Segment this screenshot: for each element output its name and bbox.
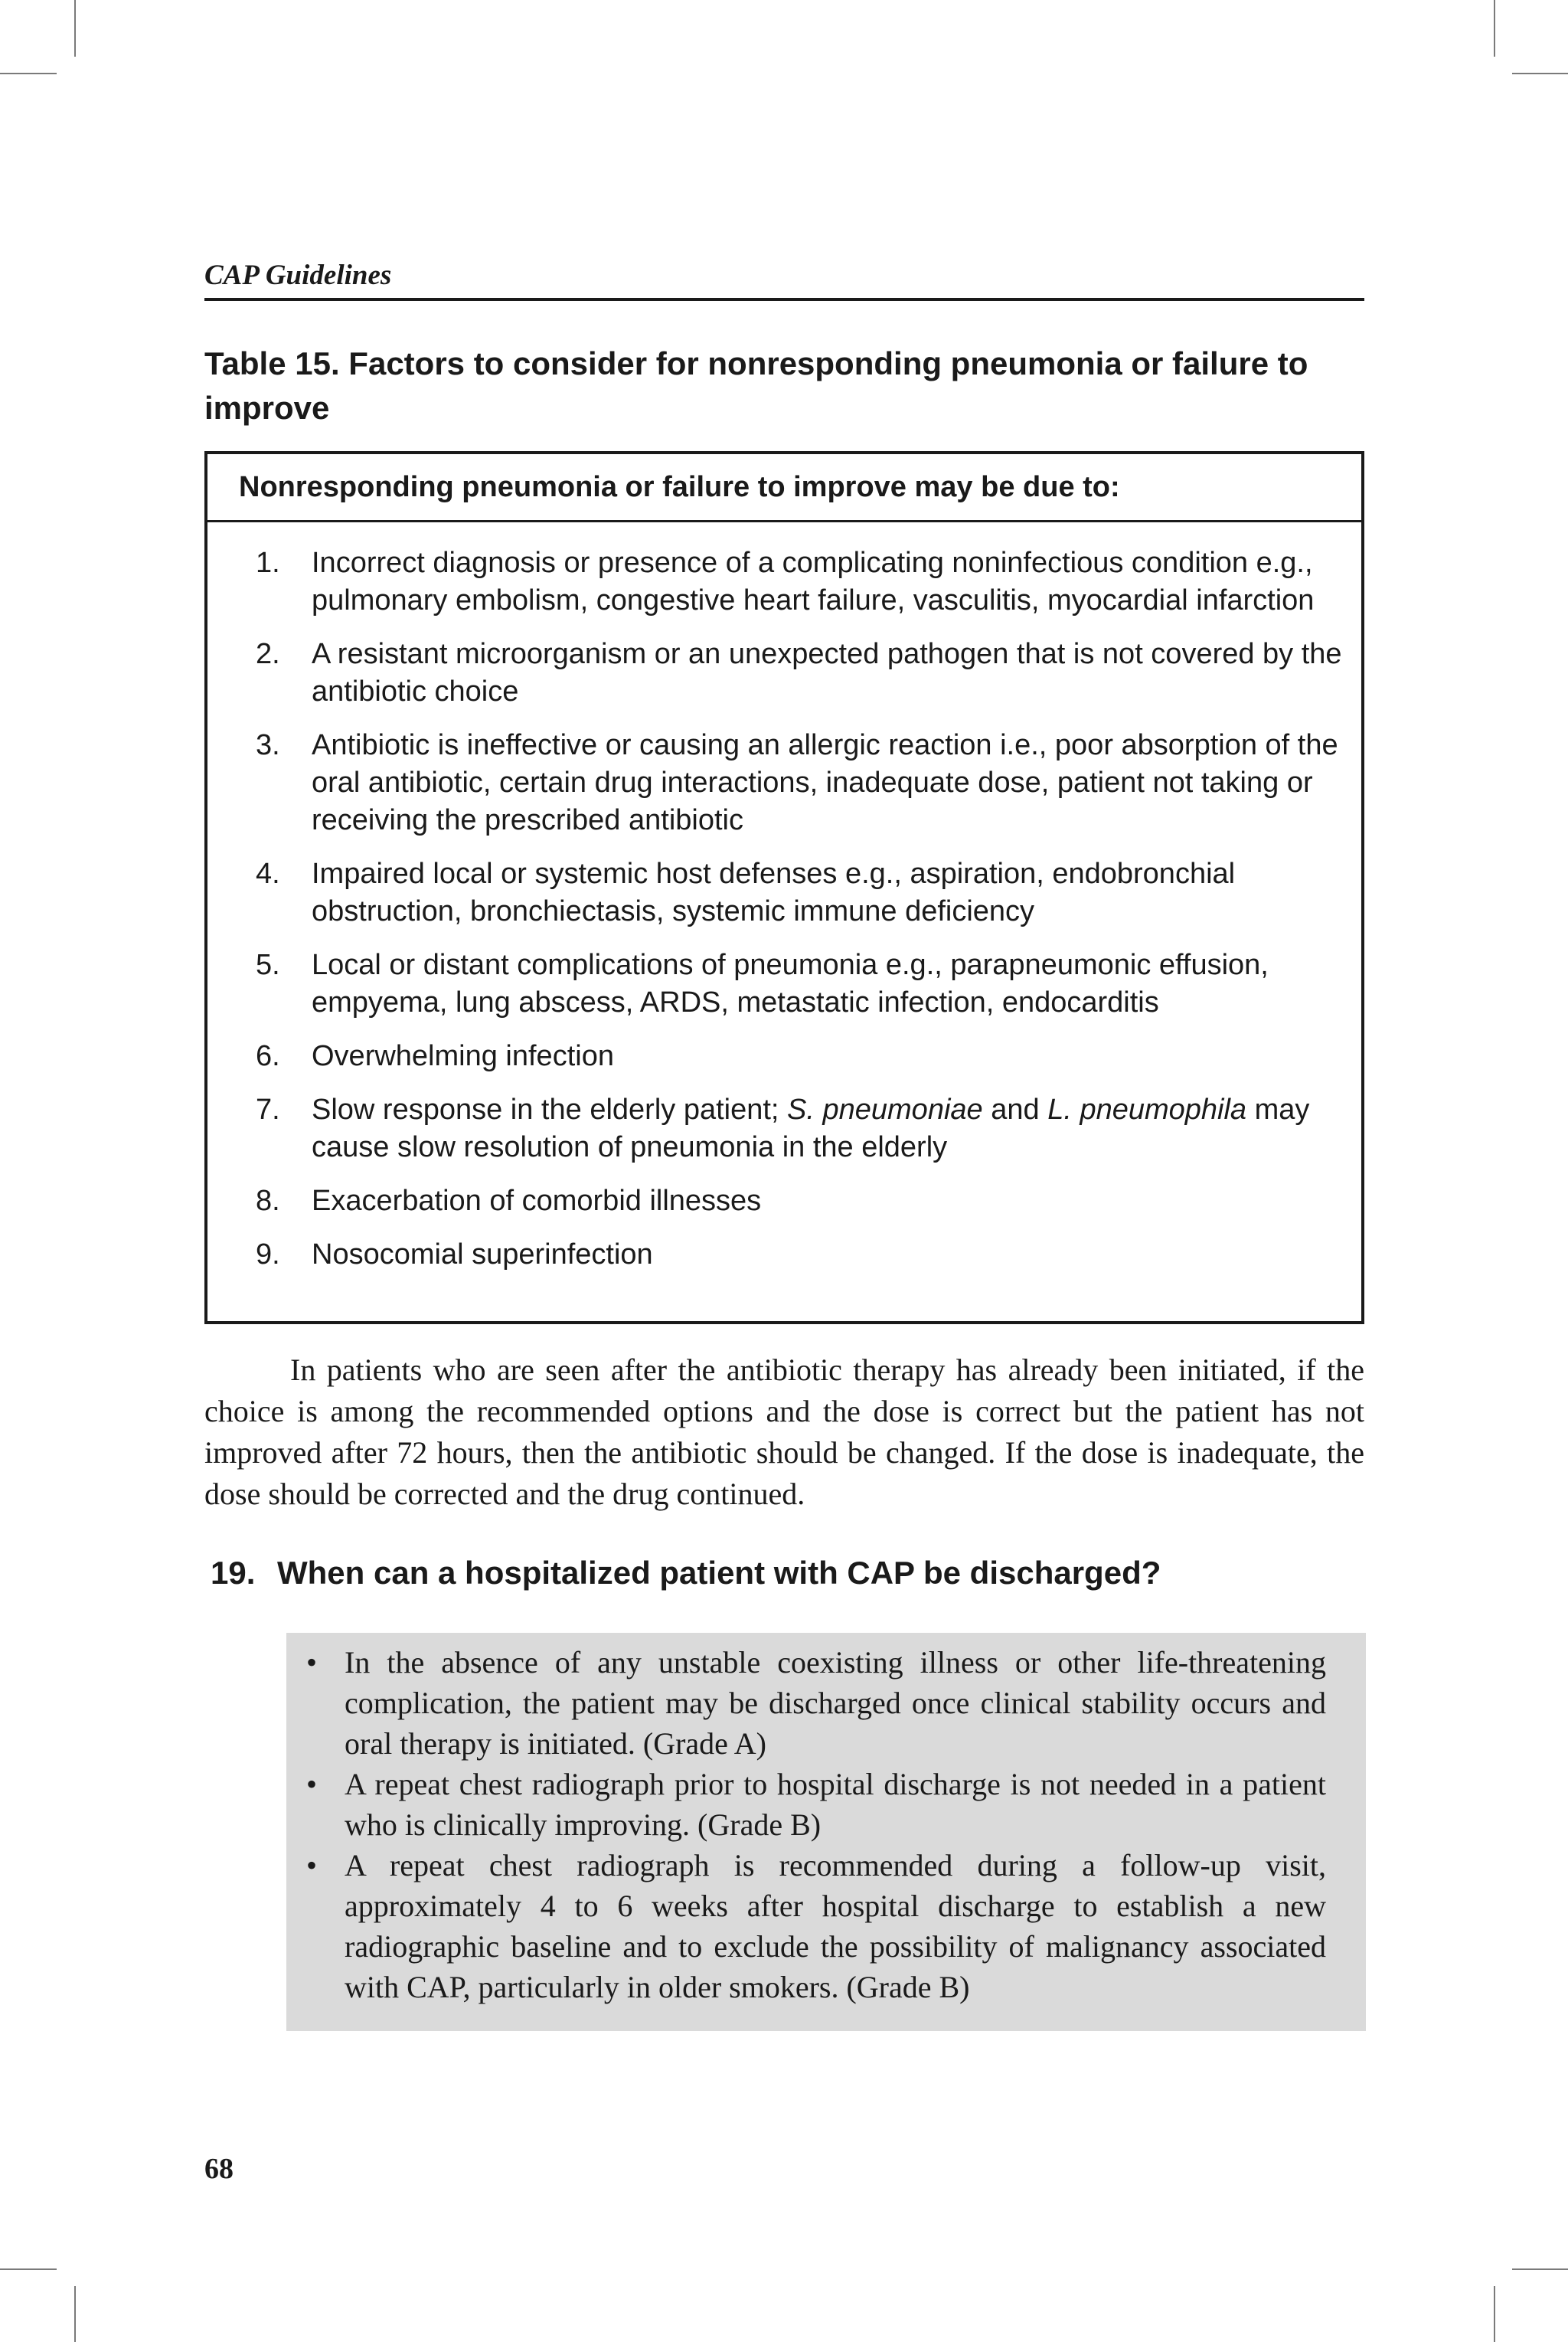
factor-text-start: Slow response in the elderly patient;	[312, 1094, 788, 1126]
organism-name: S. pneumoniae	[787, 1094, 983, 1126]
body-paragraph: In patients who are seen after the antibiotic therapy has already been initiated, if the choice is among the recommended options and the dose is correct but the patient has not improved after 72 hours, then the antibiotic should be changed. If the dose is inadequate, the dose should be corrected and the drug continued.	[204, 1353, 1364, 1511]
recommendation-text: A repeat chest radiograph prior to hospital discharge is not needed in a patient who is clinically improving. (Grade B)	[345, 1767, 1326, 1842]
factor-text-mid: and	[982, 1094, 1048, 1126]
question-number: 19.	[211, 1555, 256, 1591]
factor-number: 3.	[256, 729, 280, 761]
bullet: •	[306, 1645, 318, 1680]
crop-mark	[1512, 73, 1568, 74]
crop-mark	[0, 2268, 57, 2270]
factor-item	[207, 1182, 1361, 1220]
factor-number: 6.	[256, 1040, 280, 1072]
factors-table-heading: Nonresponding pneumonia or failure to improve may be due to:	[239, 471, 1120, 503]
page-number: 68	[204, 2153, 234, 2185]
header-rule	[204, 298, 1364, 301]
factor-number: 1.	[256, 547, 280, 579]
factor-number: 7.	[256, 1094, 280, 1126]
factor-text: A resistant microorganism or an unexpected pathogen that is not covered by the antibiotic choice	[312, 638, 1342, 708]
bullet: •	[306, 1848, 318, 1882]
factor-text: Incorrect diagnosis or presence of a complicating noninfectious condition e.g., pulmonary embolism, congestive heart failure, vasculitis, myocardial infarction	[312, 547, 1315, 617]
factor-number: 5.	[256, 949, 280, 981]
factor-number: 8.	[256, 1185, 280, 1217]
factors-table	[204, 451, 1364, 1324]
factor-text-end: may cause slow resolution of pneumonia in the elderly	[312, 1094, 1310, 1163]
factor-item	[207, 545, 1361, 620]
crop-mark	[1494, 0, 1495, 57]
factor-text: Local or distant complications of pneumonia e.g., parapneumonic effusion, empyema, lung abscess, ARDS, metastatic infection, endocarditis	[312, 949, 1269, 1019]
factor-text: Overwhelming infection	[312, 1040, 614, 1072]
recommendation-text: A repeat chest radiograph is recommended during a follow-up visit, approximately 4 to 6 weeks after hospital discharge to establish a new radiographic baseline and to exclude the possibility of malignancy associated with CAP, particularly in older smokers. (Grade B)	[345, 1848, 1326, 2004]
table-title: Table 15. Factors to consider for nonresponding pneumonia or failure to improve	[204, 345, 1308, 426]
factor-text: Antibiotic is ineffective or causing an allergic reaction i.e., poor absorption of the oral antibiotic, certain drug interactions, inadequate dose, patient not taking or receiving the prescribed antibiotic	[312, 729, 1338, 836]
factor-item	[207, 1038, 1361, 1075]
factor-text: Impaired local or systemic host defenses e.g., aspiration, endobronchial obstruction, bronchiectasis, systemic immune deficiency	[312, 858, 1236, 927]
factor-text: Nosocomial superinfection	[312, 1238, 653, 1271]
factor-item	[207, 1236, 1361, 1274]
recommendation-item	[296, 1845, 1326, 2007]
factor-number: 4.	[256, 858, 280, 890]
factors-table-header	[207, 454, 1361, 522]
crop-mark	[1512, 2268, 1568, 2270]
crop-mark	[0, 73, 57, 74]
running-header: CAP Guidelines	[204, 260, 392, 291]
factor-item	[207, 947, 1361, 1022]
factor-item	[207, 636, 1361, 711]
recommendation-item	[296, 1642, 1326, 1764]
factor-item	[207, 1091, 1361, 1166]
factor-number: 2.	[256, 638, 280, 670]
crop-mark	[1494, 2286, 1495, 2342]
recommendation-text: In the absence of any unstable coexisting illness or other life-threatening complication, the patient may be discharged once clinical stability occurs and oral therapy is initiated. (Grade A)	[345, 1645, 1326, 1761]
factor-item	[207, 855, 1361, 931]
crop-mark	[74, 2286, 76, 2342]
factor-item	[207, 727, 1361, 839]
bullet: •	[306, 1767, 318, 1801]
organism-name: L. pneumophila	[1047, 1094, 1247, 1126]
recommendation-item	[296, 1764, 1326, 1845]
factor-text: Exacerbation of comorbid illnesses	[312, 1185, 762, 1217]
question-heading	[211, 1555, 1382, 1591]
recommendations-box	[286, 1633, 1366, 2031]
factor-number: 9.	[256, 1238, 280, 1271]
question-text: When can a hospitalized patient with CAP be discharged?	[277, 1555, 1161, 1591]
crop-mark	[74, 0, 76, 57]
factors-list	[207, 545, 1361, 1290]
